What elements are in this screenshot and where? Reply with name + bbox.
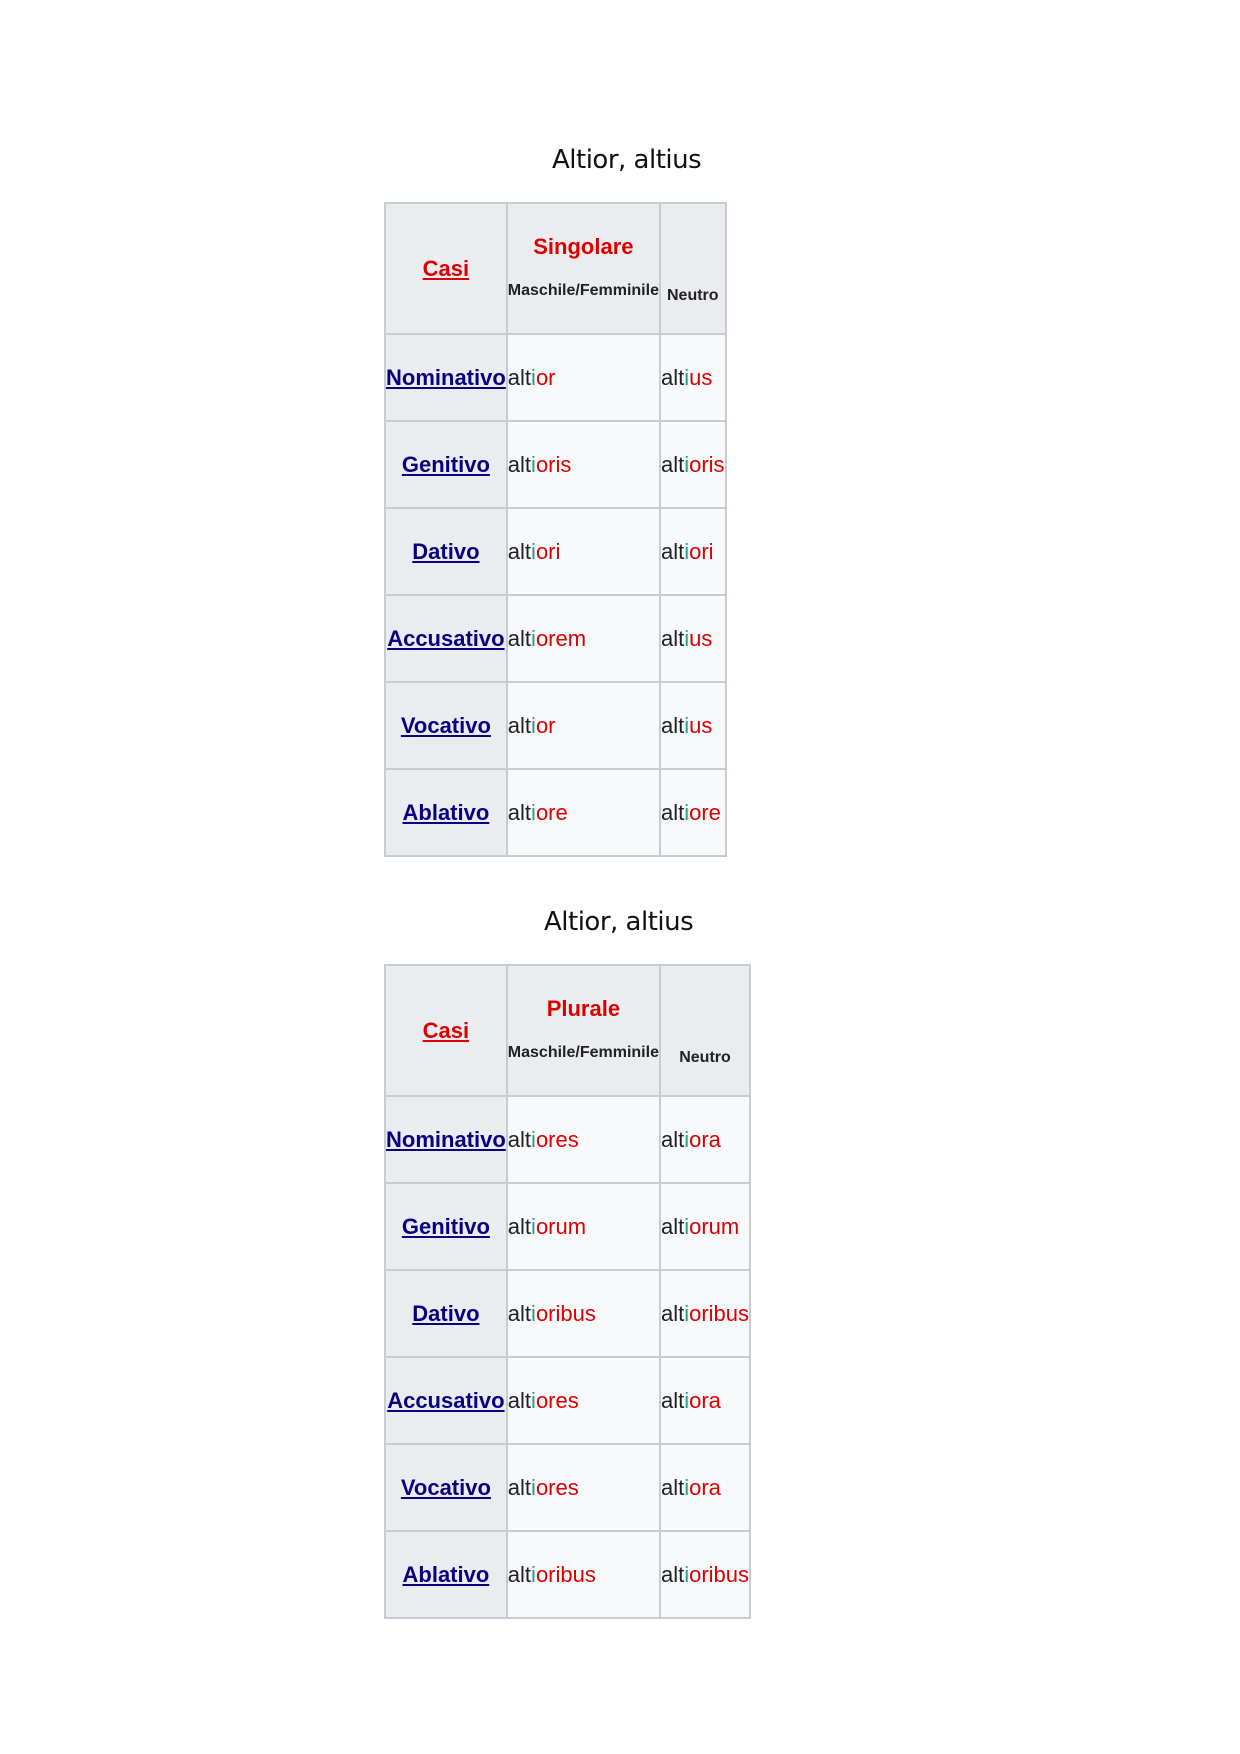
plural-declension-table [384,964,751,1619]
case-link-dativo[interactable]: Dativo [412,1300,480,1326]
table-row [385,1531,750,1618]
mf-form [507,1357,660,1444]
stem: alt [507,1300,532,1326]
thematic-vowel: i [684,1561,690,1587]
ending: oribus [689,1561,750,1587]
n-form [660,1357,750,1444]
stem: alt [507,1213,532,1239]
case-cell [385,595,507,682]
table-row [385,682,726,769]
thematic-vowel: i [531,1300,536,1326]
ending: us [689,625,713,651]
case-header-cell [385,965,507,1096]
table-row [385,1183,750,1270]
case-link-accusativo[interactable]: Accusativo [387,625,505,651]
case-cell [385,1444,507,1531]
ending: ora [689,1387,721,1413]
table-row [385,508,726,595]
number-label: Singolare [533,234,634,259]
mf-label: Maschile/Femminile [507,282,659,299]
header-row [385,965,750,1096]
stem: alt [507,1126,532,1152]
stem: alt [507,625,532,651]
stem: alt [660,799,685,825]
ending: or [535,712,556,738]
case-cell [385,1357,507,1444]
stem: alt [660,538,685,564]
n-form [660,1444,750,1531]
thematic-vowel: i [684,1474,690,1500]
mf-form [507,682,660,769]
case-cell [385,682,507,769]
mf-form [507,421,660,508]
thematic-vowel: i [531,712,536,738]
mf-form [507,1096,660,1183]
case-cell [385,1531,507,1618]
n-form [660,1183,750,1270]
ending: orum [689,1213,740,1239]
ending: us [689,364,713,390]
thematic-vowel: i [684,712,690,738]
casi-link[interactable]: Casi [422,1017,470,1043]
table-title: Altior, altius [544,907,694,937]
thematic-vowel: i [531,538,536,564]
number-header-cell [507,203,660,334]
ending: ori [689,538,714,564]
thematic-vowel: i [684,1126,690,1152]
stem: alt [660,1474,685,1500]
ending: ore [689,799,721,825]
table-title: Altior, altius [552,145,702,175]
table-row [385,1096,750,1183]
table-row [385,334,726,421]
case-link-ablativo[interactable]: Ablativo [402,1561,490,1587]
ending: ores [535,1126,579,1152]
case-cell [385,769,507,856]
ending: oribus [689,1300,750,1326]
ending: ora [689,1126,721,1152]
thematic-vowel: i [684,799,690,825]
header-row [385,203,726,334]
ending: oris [689,451,725,477]
neuter-header-cell [660,965,750,1096]
stem: alt [660,451,685,477]
neuter-label: Neutro [679,1049,731,1066]
ending: ores [535,1387,579,1413]
mf-form [507,1270,660,1357]
stem: alt [660,1561,685,1587]
n-form [660,508,726,595]
stem: alt [507,364,532,390]
stem: alt [507,799,532,825]
n-form [660,595,726,682]
n-form [660,421,726,508]
stem: alt [507,712,532,738]
ending: or [535,364,556,390]
ending: ora [689,1474,721,1500]
table-row [385,769,726,856]
mf-form [507,1444,660,1531]
neuter-label: Neutro [666,287,719,304]
ending: ore [535,799,568,825]
ending: ores [535,1474,579,1500]
mf-form [507,595,660,682]
table-row [385,595,726,682]
thematic-vowel: i [531,451,536,477]
ending: orum [535,1213,587,1239]
case-link-ablativo[interactable]: Ablativo [402,799,490,825]
case-link-accusativo[interactable]: Accusativo [387,1387,505,1413]
ending: orem [535,625,587,651]
mf-form [507,769,660,856]
mf-form [507,1183,660,1270]
case-header-cell [385,203,507,334]
thematic-vowel: i [531,1387,536,1413]
n-form [660,1096,750,1183]
case-link-genitivo[interactable]: Genitivo [401,451,490,477]
ending: oribus [535,1561,596,1587]
thematic-vowel: i [531,799,536,825]
case-cell [385,334,507,421]
thematic-vowel: i [684,1300,690,1326]
stem: alt [660,712,685,738]
singular-declension-table [384,202,727,857]
stem: alt [507,1474,532,1500]
n-form [660,769,726,856]
thematic-vowel: i [531,625,536,651]
case-link-nominativo[interactable]: Nominativo [386,1126,506,1152]
case-cell [385,1183,507,1270]
case-link-vocativo[interactable]: Vocativo [400,1474,491,1500]
ending: oris [535,451,572,477]
case-cell [385,1270,507,1357]
case-link-dativo[interactable]: Dativo [412,538,480,564]
table-row [385,421,726,508]
thematic-vowel: i [531,364,536,390]
ending: us [689,712,713,738]
casi-link[interactable]: Casi [422,255,470,281]
stem: alt [660,364,685,390]
case-cell [385,421,507,508]
case-link-vocativo[interactable]: Vocativo [400,712,491,738]
case-cell [385,508,507,595]
n-form [660,1270,750,1357]
stem: alt [507,1561,532,1587]
number-label: Plurale [546,996,621,1021]
stem: alt [660,1213,685,1239]
mf-form [507,334,660,421]
mf-form [507,1531,660,1618]
mf-label: Maschile/Femminile [507,1044,659,1061]
thematic-vowel: i [531,1126,536,1152]
mf-form [507,508,660,595]
thematic-vowel: i [531,1213,536,1239]
thematic-vowel: i [531,1474,536,1500]
stem: alt [660,625,685,651]
stem: alt [507,1387,532,1413]
number-header-cell [507,965,660,1096]
ending: oribus [535,1300,596,1326]
n-form [660,1531,750,1618]
thematic-vowel: i [684,1387,690,1413]
table-row [385,1444,750,1531]
stem: alt [507,451,532,477]
n-form [660,682,726,769]
thematic-vowel: i [684,538,690,564]
n-form [660,334,726,421]
stem: alt [660,1126,685,1152]
stem: alt [660,1387,685,1413]
table-row [385,1270,750,1357]
case-link-genitivo[interactable]: Genitivo [401,1213,490,1239]
table-row [385,1357,750,1444]
thematic-vowel: i [684,625,690,651]
neuter-header-cell [660,203,726,334]
thematic-vowel: i [684,364,690,390]
ending: ori [535,538,561,564]
stem: alt [507,538,532,564]
case-link-nominativo[interactable]: Nominativo [386,364,506,390]
thematic-vowel: i [684,451,690,477]
thematic-vowel: i [684,1213,690,1239]
stem: alt [660,1300,685,1326]
thematic-vowel: i [531,1561,536,1587]
case-cell [385,1096,507,1183]
